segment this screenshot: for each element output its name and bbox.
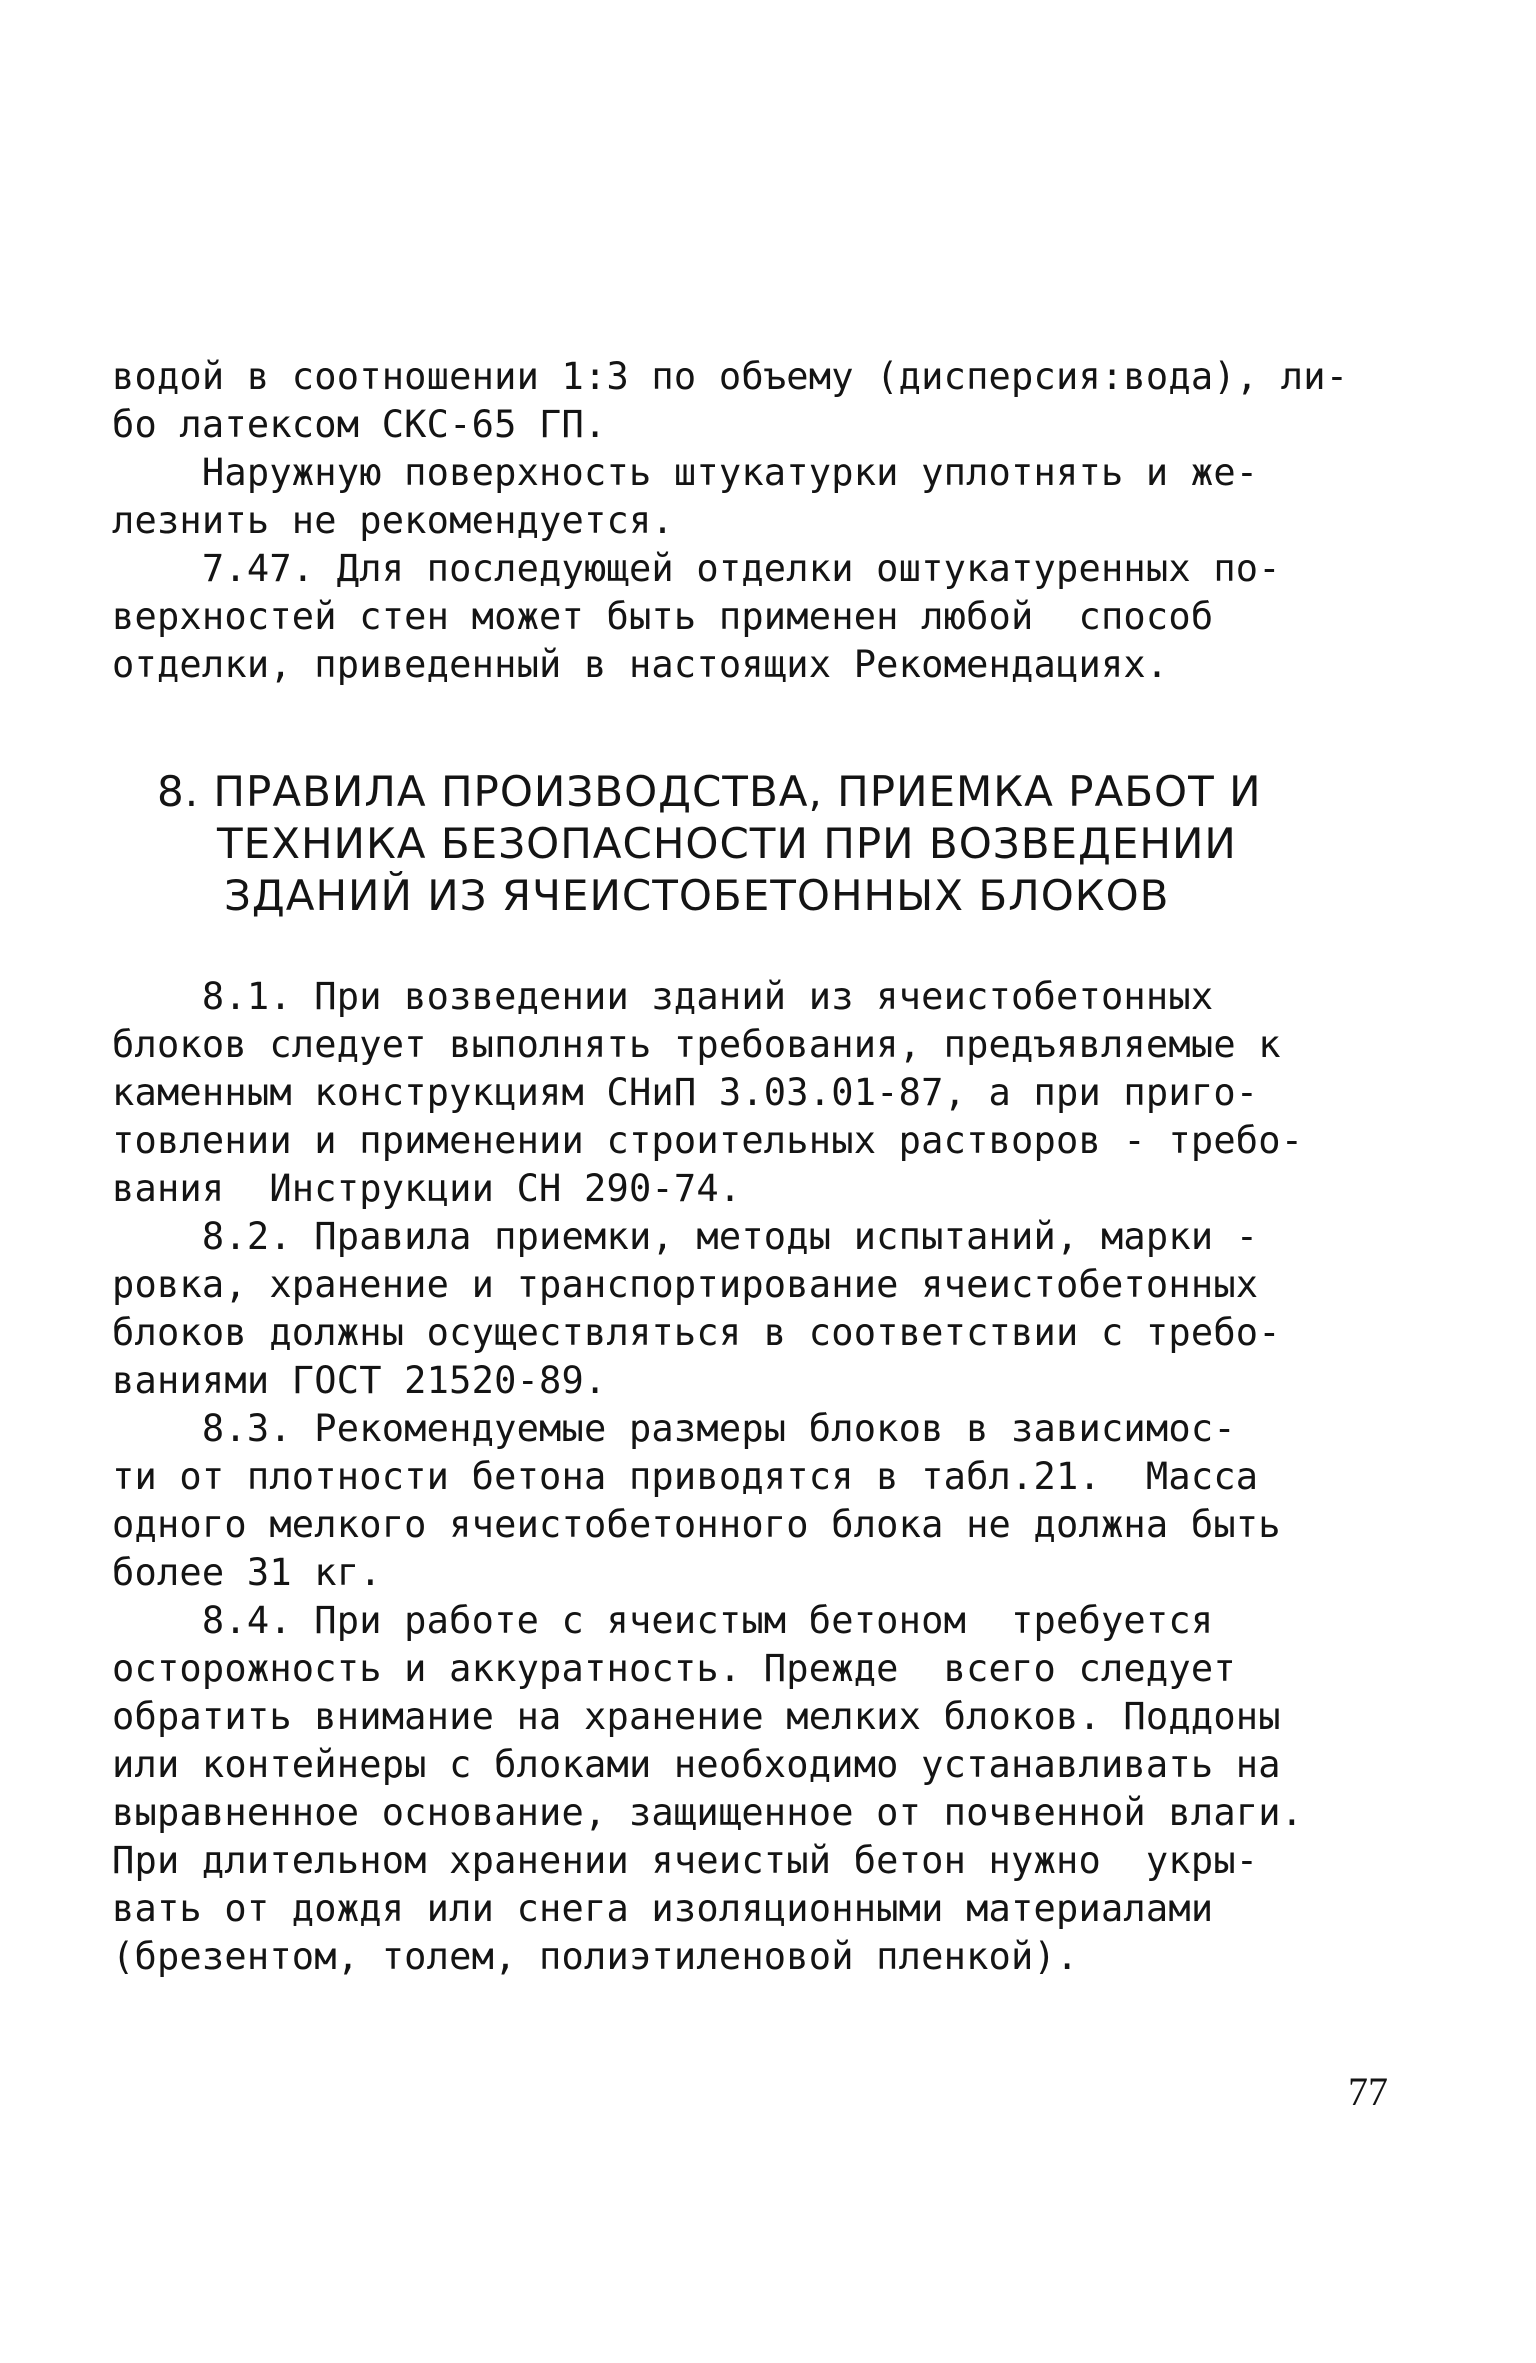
heading-line: ЗДАНИЙ ИЗ ЯЧЕИСТОБЕТОННЫХ БЛОКОВ [224,871,1170,920]
text-line: лезнить не рекомендуется. [112,499,674,542]
text-line: вания Инструкции СН 290-74. [112,1167,742,1210]
text-line: осторожность и аккуратность. Прежде всего следует [112,1647,1236,1690]
heading-line: 8. ПРАВИЛА ПРОИЗВОДСТВА, ПРИЕМКА РАБОТ И [157,767,1262,816]
text-line: товлении и применении строительных растворов - требо- [112,1119,1304,1162]
text-line: 8.1. При возведении зданий из ячеистобетонных [112,975,1214,1018]
text-line: одного мелкого ячеистобетонного блока не должна быть [112,1503,1281,1546]
text-line: каменным конструкциям СНиП 3.03.01-87, а при приго- [112,1071,1259,1114]
text-line: блоков следует выполнять требования, предъявляемые к [112,1023,1281,1066]
text-line: выравненное основание, защищенное от почвенной влаги. [112,1791,1304,1834]
page-number: 77 [1348,2069,1388,2114]
text-line: или контейнеры с блоками необходимо устанавливать на [112,1743,1281,1786]
text-line: ваниями ГОСТ 21520-89. [112,1359,607,1402]
text-line: бо латексом СКС-65 ГП. [112,403,607,446]
intro-paragraphs [112,353,1412,689]
text-line: вать от дождя или снега изоляционными материалами [112,1887,1214,1930]
text-line: 7.47. Для последующей отделки оштукатуренных по- [112,547,1281,590]
text-line: верхностей стен может быть применен любой способ [112,595,1214,638]
text-line: Наружную поверхность штукатурки уплотнять и же- [112,451,1259,494]
text-line: При длительном хранении ячеистый бетон нужно укры- [112,1839,1259,1882]
section-heading [112,766,1412,922]
text-line: 8.2. Правила приемки, методы испытаний, марки - [112,1215,1259,1258]
text-line: ровка, хранение и транспортирование ячеистобетонных [112,1263,1259,1306]
text-line: более 31 кг. [112,1551,382,1594]
text-line: ти от плотности бетона приводятся в табл.21. Масса [112,1455,1259,1498]
text-line: блоков должны осуществляться в соответствии с требо- [112,1311,1281,1354]
text-line: отделки, приведенный в настоящих Рекомендациях. [112,643,1169,686]
section-body [112,973,1412,1981]
text-line: (брезентом, толем, полиэтиленовой пленкой). [112,1935,1079,1978]
text-line: 8.4. При работе с ячеистым бетоном требуется [112,1599,1214,1642]
text-line: 8.3. Рекомендуемые размеры блоков в зависимос- [112,1407,1236,1450]
heading-line: ТЕХНИКА БЕЗОПАСНОСТИ ПРИ ВОЗВЕДЕНИИ [217,819,1237,868]
text-line: обратить внимание на хранение мелких блоков. Поддоны [112,1695,1281,1738]
text-line: водой в соотношении 1:3 по объему (дисперсия:вода), ли- [112,355,1349,398]
